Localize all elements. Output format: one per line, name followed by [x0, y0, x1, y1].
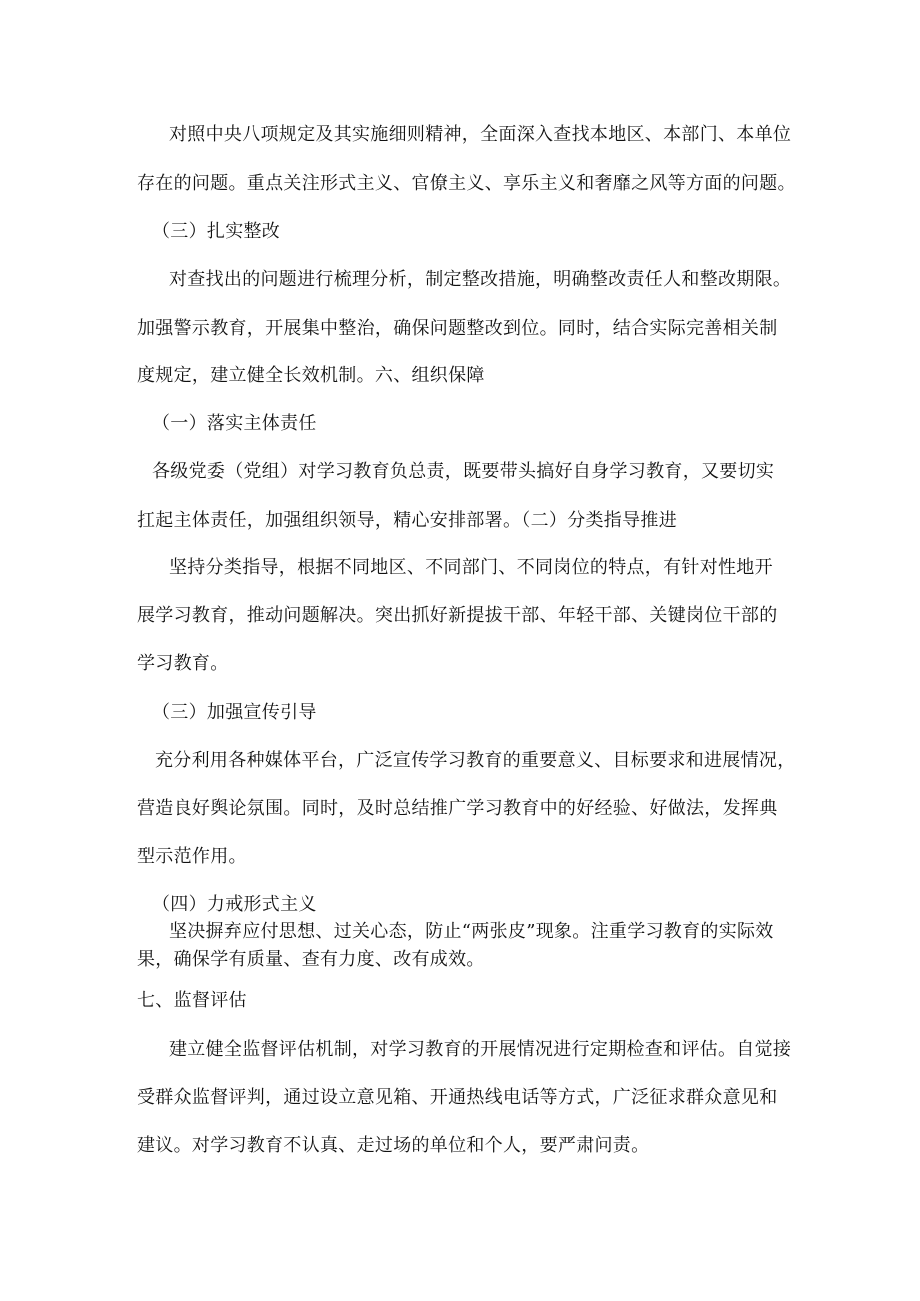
paragraph-line: 受群众监督评判，通过设立意见箱、开通热线电话等方式，广泛征求群众意见和: [137, 1087, 778, 1108]
paragraph-line: 坚持分类指导，根据不同地区、不同部门、不同岗位的特点，有针对性地开: [169, 557, 773, 578]
section-heading: （三）扎实整改: [152, 221, 281, 242]
paragraph-line: 扛起主体责任，加强组织领导，精心安排部署。（二）分类指导推进: [137, 510, 677, 531]
paragraph-line: 加强警示教育，开展集中整治，确保问题整改到位。同时，结合实际完善相关制: [137, 318, 778, 339]
paragraph-line: 建立健全监督评估机制，对学习教育的开展情况进行定期检查和评估。自觉接: [169, 1039, 792, 1060]
paragraph-line: 各级党委（党组）对学习教育负总责，既要带头搞好自身学习教育，又要切实: [152, 461, 775, 482]
paragraph-line: 建议。对学习教育不认真、走过场的单位和个人，要严肃问责。: [137, 1135, 650, 1156]
paragraph-line: 营造良好舆论氛围。同时，及时总结推广学习教育中的好经验、好做法，发挥典: [137, 798, 778, 819]
section-heading: 七、监督评估: [137, 990, 247, 1011]
paragraph-line: 存在的问题。重点关注形式主义、官僚主义、享乐主义和奢靡之风等方面的问题。: [137, 173, 796, 194]
paragraph-line: 度规定，建立健全长效机制。六、组织保障: [137, 365, 485, 386]
paragraph-line: 展学习教育，推动问题解决。突出抓好新提拔干部、年轻干部、关键岗位干部的: [137, 605, 778, 626]
paragraph-line: 对查找出的问题进行梳理分析，制定整改措施，明确整改责任人和整改期限。: [169, 269, 792, 290]
section-heading: （四）力戒形式主义: [152, 894, 317, 915]
paragraph-line: 充分利用各种媒体平台，广泛宣传学习教育的重要意义、目标要求和进展情况，: [155, 750, 796, 771]
paragraph-line: 坚决摒弃应付思想、过关心态，防止“两张皮”现象。注重学习教育的实际效: [169, 921, 774, 942]
paragraph-line: 对照中央八项规定及其实施细则精神，全面深入查找本地区、本部门、本单位: [169, 124, 792, 145]
paragraph-line: 型示范作用。: [137, 846, 247, 867]
paragraph-line: 学习教育。: [137, 653, 229, 674]
section-heading: （三）加强宣传引导: [152, 702, 317, 723]
paragraph-line: 果，确保学有质量、查有力度、改有成效。: [137, 949, 485, 970]
section-heading: （一）落实主体责任: [152, 413, 317, 434]
